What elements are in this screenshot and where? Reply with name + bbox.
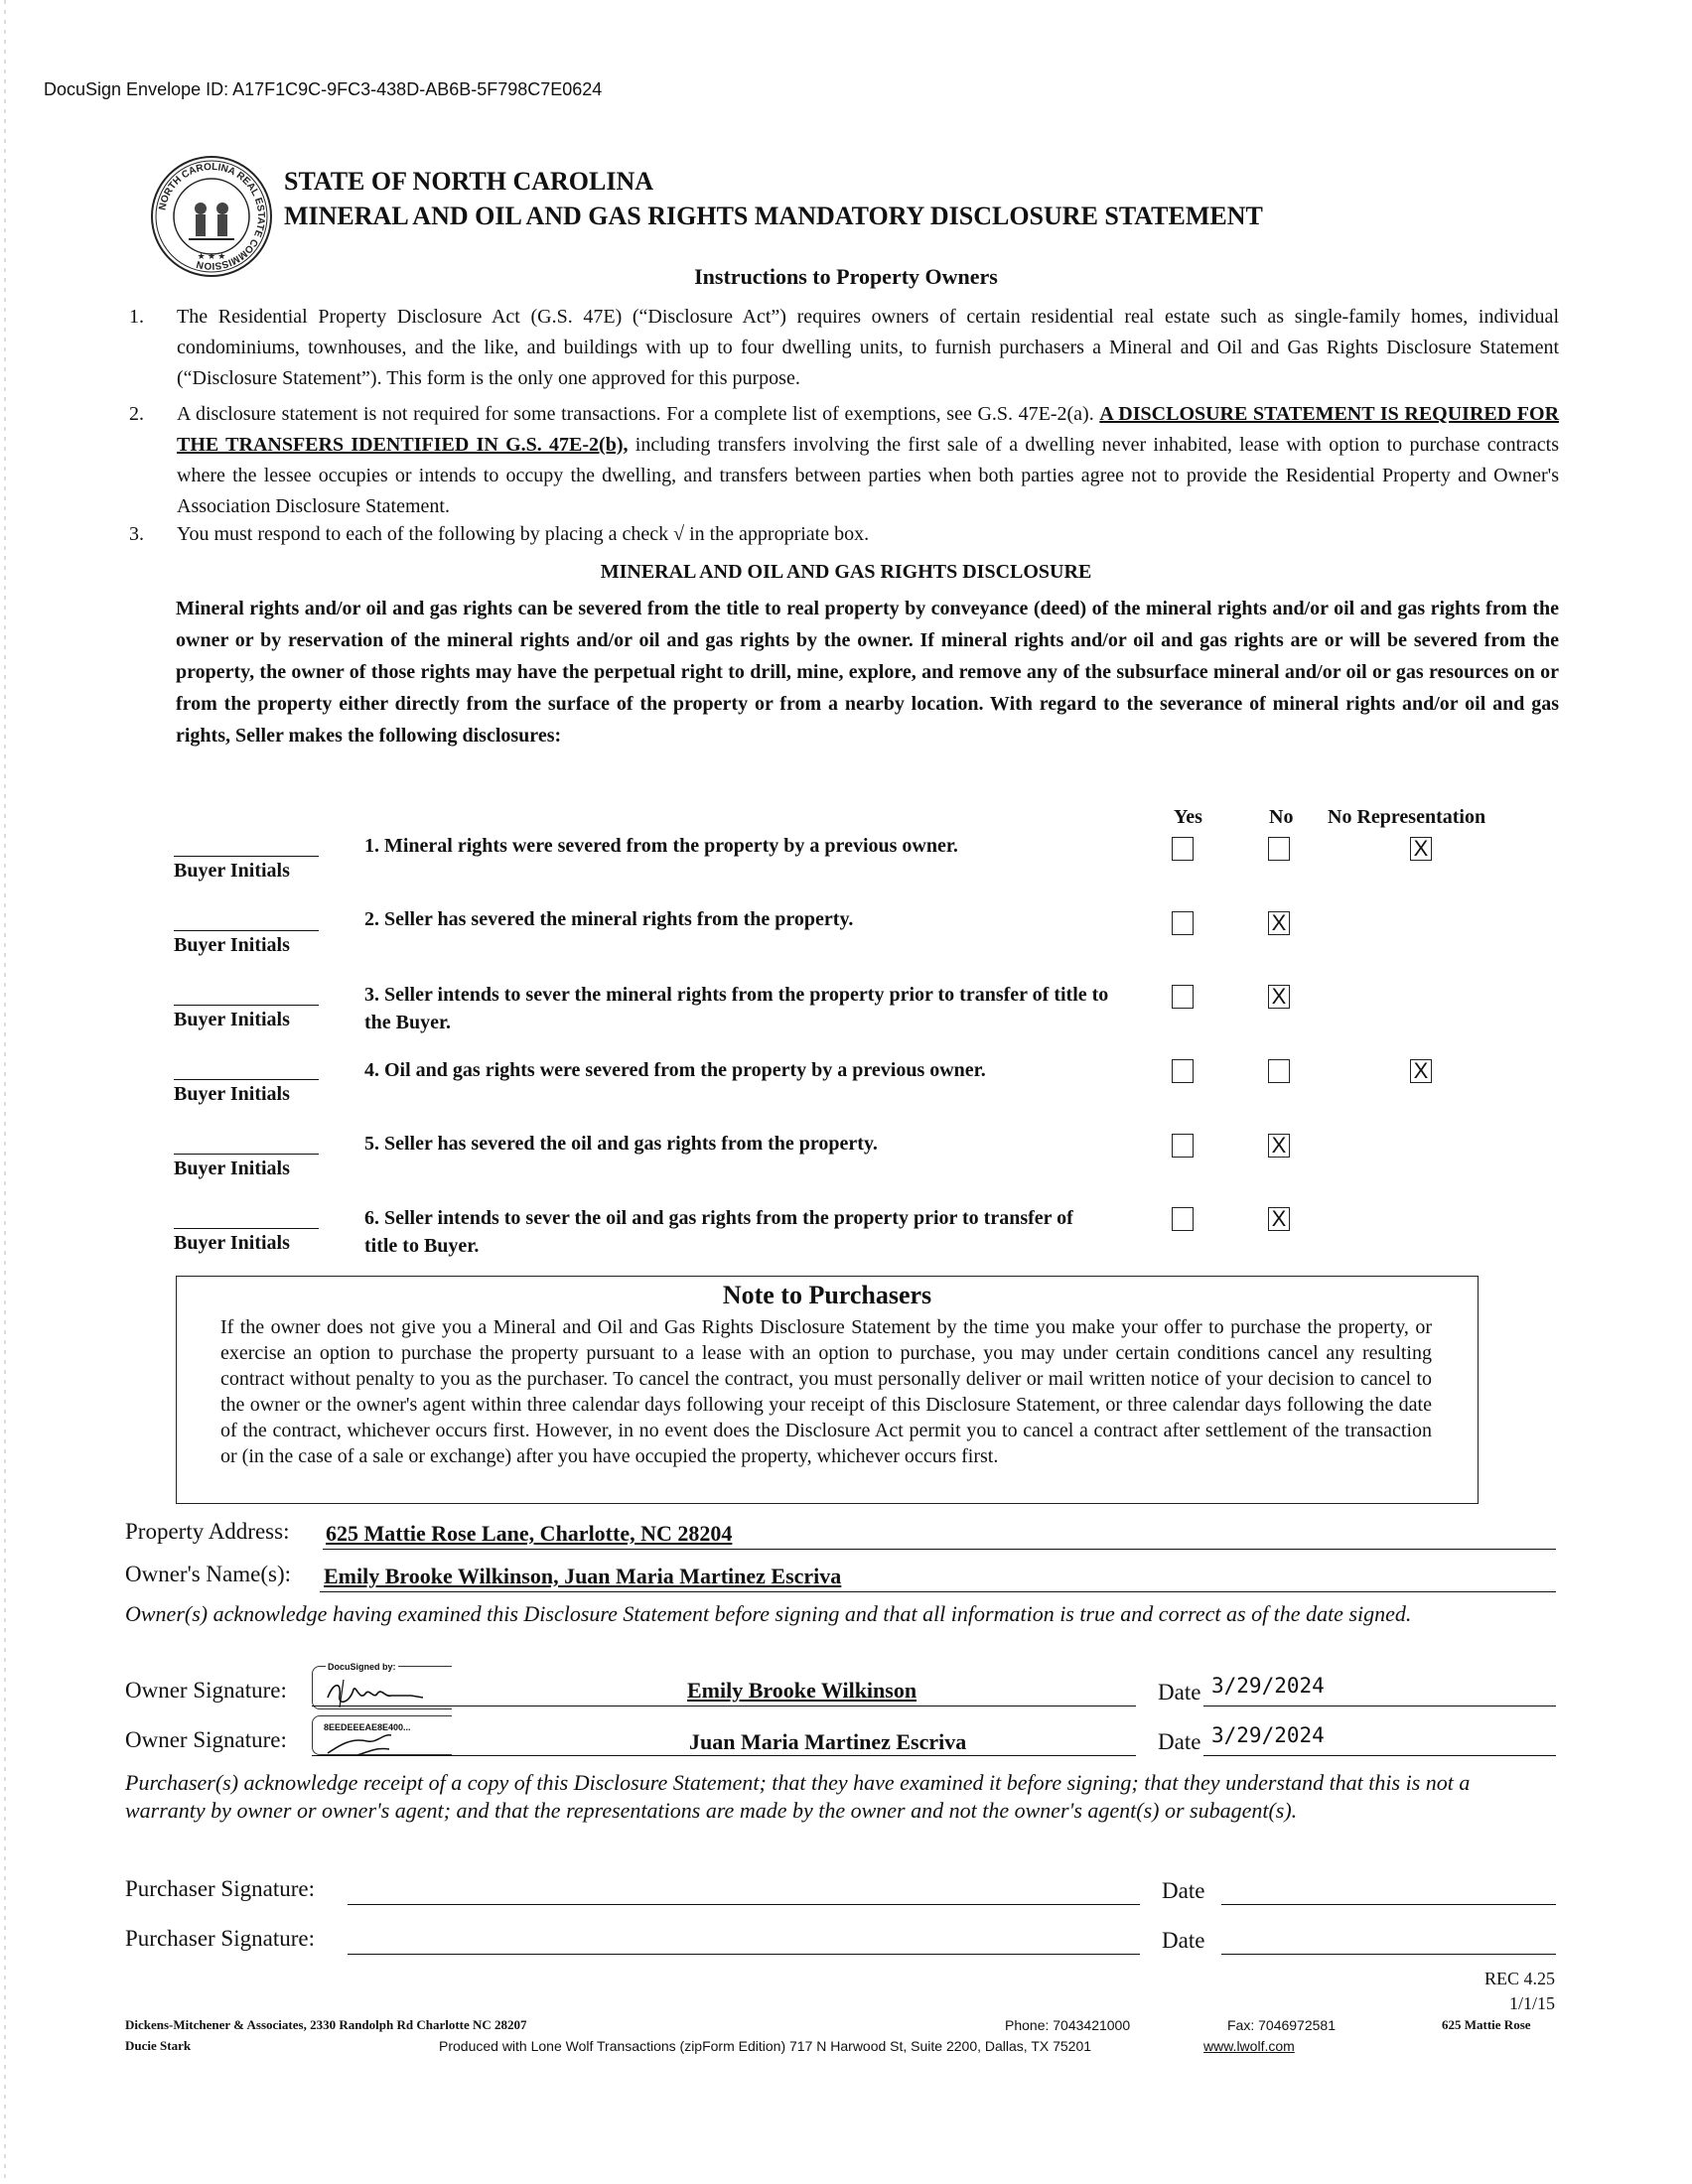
instruction-number: 3.	[129, 523, 144, 545]
instruction-number: 2.	[129, 403, 144, 425]
docusigned-by-label: DocuSigned by:	[328, 1662, 396, 1672]
note-to-purchasers-box	[176, 1276, 1479, 1504]
owner-2-date[interactable]: 3/29/2024	[1211, 1723, 1325, 1747]
footer-file: 625 Mattie Rose	[1442, 2017, 1531, 2032]
date-label: Date	[1162, 1928, 1205, 1953]
buyer-initials-label: Buyer Initials	[174, 1009, 290, 1030]
scan-margin-dots	[4, 0, 6, 2184]
owner-1-name: Emily Brooke Wilkinson	[687, 1678, 917, 1703]
owners-name-value[interactable]: Emily Brooke Wilkinson, Juan Maria Martinez Escriva	[324, 1564, 842, 1588]
buyer-initials-line[interactable]	[174, 1154, 319, 1155]
commission-seal-logo	[149, 154, 274, 279]
date-label: Date	[1162, 1878, 1205, 1903]
purchaser-date-line[interactable]	[1221, 1954, 1556, 1955]
title-form: MINERAL AND OIL AND GAS RIGHTS MANDATORY DISCLOSURE STATEMENT	[284, 202, 1263, 230]
owner-signature-label: Owner Signature:	[125, 1727, 287, 1752]
property-address-label: Property Address:	[125, 1519, 290, 1544]
q4-no-checkbox[interactable]	[1268, 1059, 1290, 1083]
q6-no-checkbox[interactable]: X	[1268, 1207, 1290, 1231]
footer-fax: Fax: 7046972581	[1227, 2017, 1336, 2033]
question-5: 5. Seller has severed the oil and gas rights from the property.	[364, 1133, 878, 1155]
owner-signature-label: Owner Signature:	[125, 1678, 287, 1703]
q5-no-checkbox[interactable]: X	[1268, 1134, 1290, 1158]
footer-produced: Produced with Lone Wolf Transactions (zipForm Edition) 717 N Harwood St, Suite 2200, Dallas, TX 75201	[439, 2038, 1092, 2054]
buyer-initials-label: Buyer Initials	[174, 860, 290, 882]
docusign-code: 8EEDEEEAE8E400...	[324, 1722, 411, 1732]
question-4: 4. Oil and gas rights were severed from the property by a previous owner.	[364, 1059, 986, 1081]
instructions-heading: Instructions to Property Owners	[694, 264, 998, 289]
docusign-envelope-id: DocuSign Envelope ID: A17F1C9C-9FC3-438D-AB6B-5F798C7E0624	[44, 79, 603, 99]
buyer-initials-label: Buyer Initials	[174, 1232, 290, 1254]
note-title: Note to Purchasers	[722, 1281, 932, 1309]
buyer-initials-line[interactable]	[174, 1005, 319, 1006]
instruction-text-c: including transfers involving the first sale of a dwelling never inhabited, lease with option to purchase contracts where the lessee occupies or intends to occupy the dwelling, and transfers between parties when both parties agree not to provide the Residential Property and Owner's Association Disclosure Statement.	[177, 434, 1559, 517]
column-yes: Yes	[1174, 806, 1202, 828]
footer-agent: Ducie Stark	[125, 2038, 192, 2053]
instruction-text: You must respond to each of the following by placing a check √ in the appropriate box.	[177, 523, 870, 545]
question-6: 6. Seller intends to sever the oil and gas rights from the property prior to transfer of title to Buyer.	[364, 1207, 1073, 1257]
disclosure-intro: Mineral rights and/or oil and gas rights can be severed from the title to real property by conveyance (deed) of the mineral rights and/or oil and gas rights from the owner or by reservation of the mineral rights and/or oil and gas rights by the owner. If mineral rights and/or oil and gas rights are or will be severed from the property, the owner of those rights may have the perpetual right to drill, mine, explore, and remove any of the subsurface mineral and/or oil or gas resources on or from the property either directly from the surface of the property or from a nearby location. With regard to the severance of mineral rights and/or oil and gas rights, Seller makes the following disclosures:	[176, 598, 1559, 747]
purchaser-acknowledgement: Purchaser(s) acknowledge receipt of a copy of this Disclosure Statement; that they have examined it before signing; that they understand that this is not a warranty by owner or owner's agent; and that the representations are made by the owner and not the owner's agent(s) or subagent(s).	[125, 1770, 1471, 1823]
question-1: 1. Mineral rights were severed from the property by a previous owner.	[364, 835, 958, 857]
date-label: Date	[1158, 1729, 1201, 1754]
question-3: 3. Seller intends to sever the mineral rights from the property prior to transfer of title to the Buyer.	[364, 984, 1109, 1033]
instruction-text-a: A disclosure statement is not required for some transactions. For a complete list of exemptions, see G.S. 47E-2(a).	[177, 403, 1094, 425]
title-state: STATE OF NORTH CAROLINA	[284, 167, 654, 196]
column-no-representation: No Representation	[1328, 806, 1486, 828]
buyer-initials-line[interactable]	[174, 1228, 319, 1229]
q3-yes-checkbox[interactable]	[1172, 985, 1194, 1009]
owner-1-date[interactable]: 3/29/2024	[1211, 1674, 1325, 1698]
instruction-item-1	[129, 302, 1559, 395]
svg-text:NORTH CAROLINA REAL ESTATE COM: NORTH CAROLINA REAL ESTATE COMMISSION	[157, 161, 267, 272]
q3-no-checkbox[interactable]: X	[1268, 985, 1290, 1009]
instruction-item-2	[129, 399, 1559, 522]
property-address-value[interactable]: 625 Mattie Rose Lane, Charlotte, NC 28204	[326, 1521, 733, 1546]
footer-website-link[interactable]: www.lwolf.com	[1203, 2038, 1295, 2054]
purchaser-signature-line[interactable]	[348, 1904, 1140, 1905]
q1-norep-checkbox[interactable]: X	[1410, 837, 1432, 861]
footer-company: Dickens-Mitchener & Associates, 2330 Randolph Rd Charlotte NC 28207	[125, 2017, 527, 2032]
instruction-number: 1.	[129, 306, 144, 328]
owners-name-line	[320, 1591, 1556, 1592]
purchaser-signature-line[interactable]	[348, 1954, 1140, 1955]
q2-yes-checkbox[interactable]	[1172, 911, 1194, 935]
buyer-initials-line[interactable]	[174, 930, 319, 931]
footer-phone: Phone: 7043421000	[1005, 2017, 1131, 2033]
date-line	[1203, 1755, 1556, 1756]
q6-yes-checkbox[interactable]	[1172, 1207, 1194, 1231]
note-body: If the owner does not give you a Mineral and Oil and Gas Rights Disclosure Statement by the time you make your offer to purchase the property, or exercise an option to purchase the property pursuant to a lease with an option to purchase, you may under certain conditions cancel any resulting contract without penalty to you as the purchaser. To cancel the contract, you must personally deliver or mail written notice of your decision to cancel to the owner or the owner's agent within three calendar days following your receipt of this Disclosure Statement, or three calendar days following the date of the contract, whichever occurs first. However, in no event does the Disclosure Act permit you to cancel a contract after settlement of the transaction or (in the case of a sale or exchange) after you have occupied the property, whichever occurs first.	[220, 1316, 1432, 1467]
purchaser-signature-label: Purchaser Signature:	[125, 1876, 315, 1901]
form-code-date: 1/1/15	[1508, 1993, 1555, 2013]
owner-signature-line	[312, 1755, 1136, 1756]
q4-yes-checkbox[interactable]	[1172, 1059, 1194, 1083]
owners-name-label: Owner's Name(s):	[125, 1562, 292, 1586]
q4-norep-checkbox[interactable]: X	[1410, 1059, 1432, 1083]
buyer-initials-line[interactable]	[174, 1079, 319, 1080]
instruction-item-3	[129, 519, 1559, 550]
q2-no-checkbox[interactable]: X	[1268, 911, 1290, 935]
question-2: 2. Seller has severed the mineral rights from the property.	[364, 908, 854, 930]
svg-text:★ ★ ★: ★ ★ ★	[197, 251, 226, 261]
purchaser-signature-label: Purchaser Signature:	[125, 1926, 315, 1951]
instruction-text: The Residential Property Disclosure Act (G.S. 47E) (“Disclosure Act”) requires owners of certain residential real estate such as single-family homes, individual condominiums, townhouses, and the like, and buildings with up to four dwelling units, to furnish purchasers a Mineral and Oil and Gas Rights Disclosure Statement (“Disclosure Statement”). This form is the only one approved for this purpose.	[177, 306, 1559, 389]
property-address-line	[323, 1549, 1556, 1550]
form-code: REC 4.25	[1483, 1969, 1555, 1988]
instruction-required-text: A DISCLOSURE STATEMENT IS REQUIRED FOR THE TRANSFERS IDENTIFIED IN G.S. 47E-2(b),	[177, 403, 1560, 456]
date-label: Date	[1158, 1680, 1201, 1705]
buyer-initials-line[interactable]	[174, 856, 319, 857]
column-no: No	[1269, 806, 1294, 828]
q5-yes-checkbox[interactable]	[1172, 1134, 1194, 1158]
disclosure-heading: MINERAL AND OIL AND GAS RIGHTS DISCLOSURE	[600, 561, 1092, 583]
buyer-initials-label: Buyer Initials	[174, 1083, 290, 1105]
instruction-text	[177, 399, 1559, 522]
owner-acknowledgement: Owner(s) acknowledge having examined this Disclosure Statement before signing and that all information is true and correct as of the date signed.	[125, 1601, 1412, 1626]
purchaser-date-line[interactable]	[1221, 1904, 1556, 1905]
q1-no-checkbox[interactable]	[1268, 837, 1290, 861]
owner-2-name: Juan Maria Martinez Escriva	[689, 1729, 967, 1754]
buyer-initials-label: Buyer Initials	[174, 934, 290, 956]
buyer-initials-label: Buyer Initials	[174, 1158, 290, 1179]
q1-yes-checkbox[interactable]	[1172, 837, 1194, 861]
